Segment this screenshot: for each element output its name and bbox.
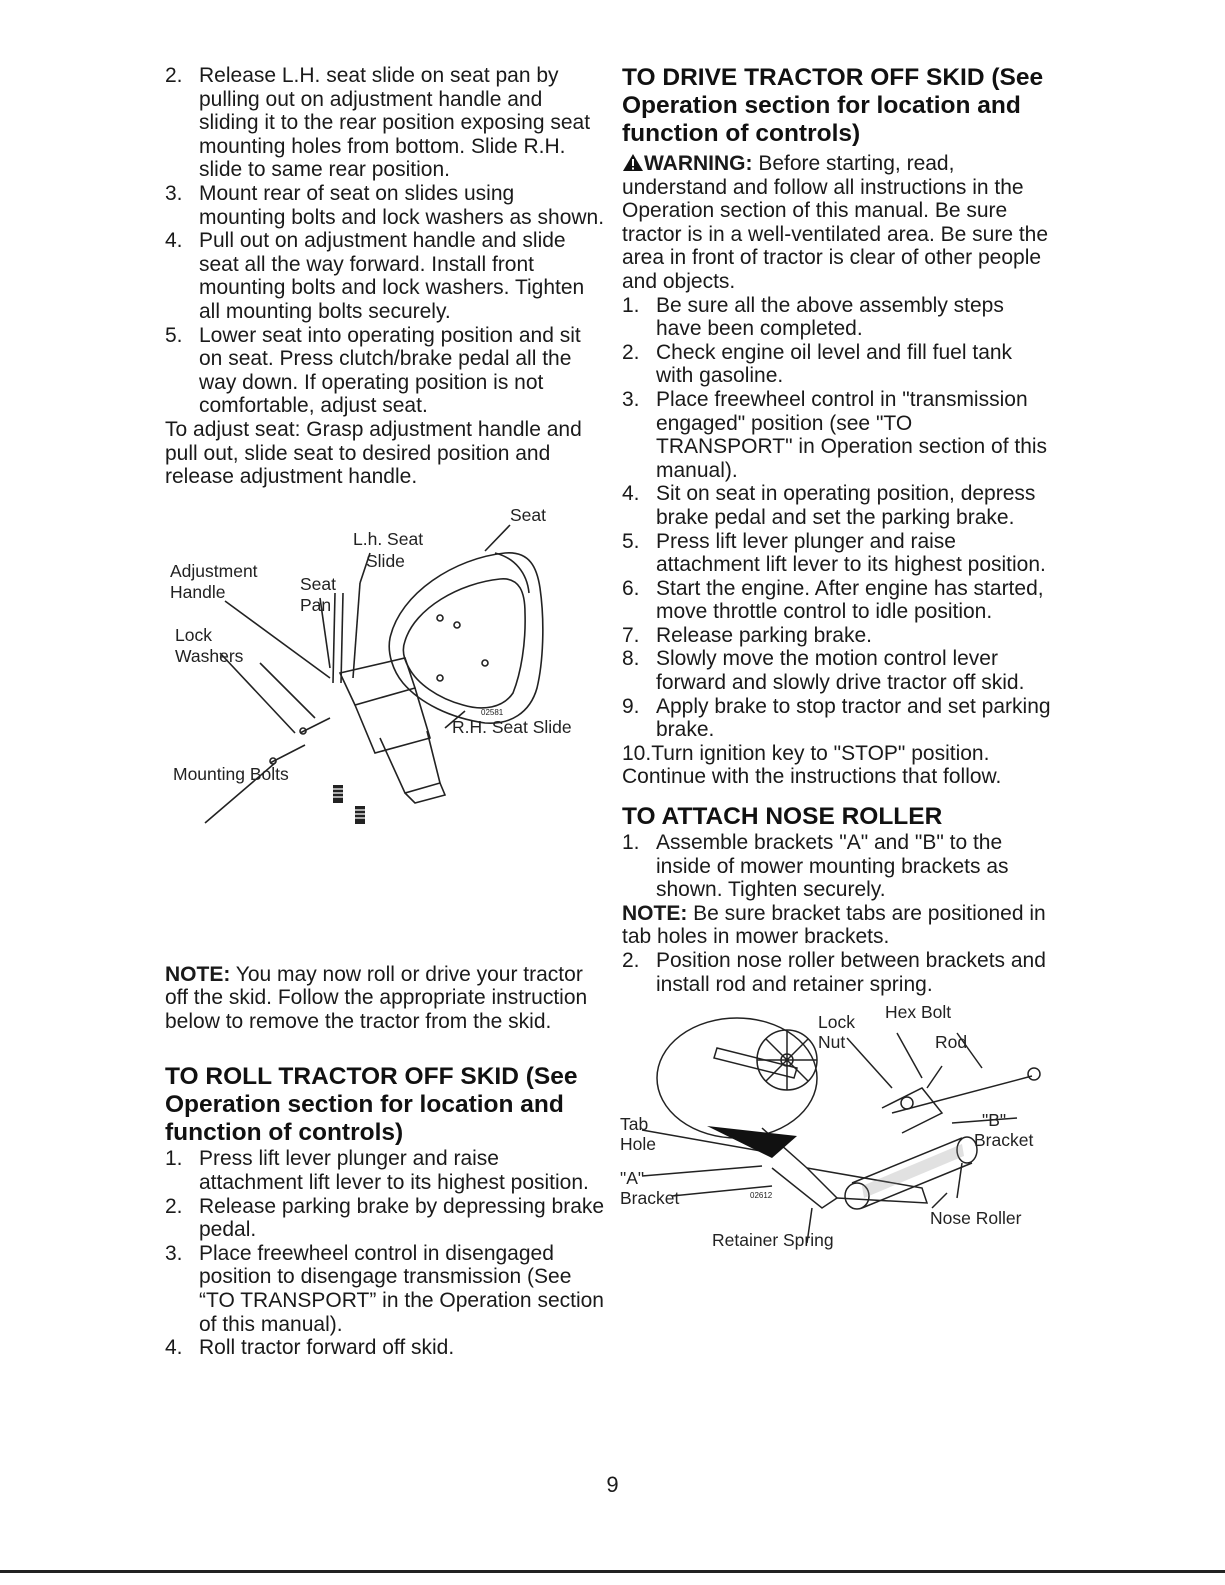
label-slide: Slide [366, 550, 405, 571]
label-figure-code: 02581 [481, 707, 504, 717]
nose-roller-figure [620, 1002, 1052, 1268]
seat-assembly-figure [165, 504, 605, 963]
label-a: "A" [620, 1168, 645, 1189]
label-washers: Washers [175, 645, 244, 666]
list-item: 2. Release L.H. seat slide on seat pan by pulling out on adjustment handle and sliding it to the rear position exposing seat mounting holes from bottom. Slide R.H. slide to same rear position. [165, 64, 591, 182]
label-bracket-b: Bracket [974, 1130, 1034, 1151]
list-item: 5. Lower seat into operating position and sit on seat. Press clutch/brake pedal all the way down. If operating position is not comfortable, adjust seat. [165, 323, 581, 418]
label-nut: Nut [818, 1032, 846, 1053]
note-paragraph: NOTE: You may now roll or drive your tractor off the skid. Follow the appropriate instruction below to remove the tractor from the skid. [165, 962, 588, 1033]
list-item: 1. Be sure all the above assembly steps have been completed. [622, 293, 1004, 341]
seat-steps-list [165, 64, 605, 418]
list-item: 3. Mount rear of seat on slides using mounting bolts and lock washers as shown. [165, 181, 605, 229]
label-lock: Lock [818, 1012, 855, 1033]
label-b: "B" [982, 1110, 1007, 1131]
label-lock: Lock [175, 624, 212, 645]
label-hole: Hole [620, 1134, 656, 1155]
list-item: 2. Position nose roller between brackets and install rod and retainer spring. [622, 949, 1046, 996]
label-seat-pan-1: Seat [300, 573, 336, 594]
label-mounting-bolts: Mounting Bolts [173, 763, 289, 784]
list-item: 2. Check engine oil level and fill fuel tank with gasoline. [622, 340, 1013, 388]
right-column [622, 64, 1052, 1268]
label-tab: Tab [620, 1114, 649, 1135]
nose-note-paragraph: NOTE: Be sure bracket tabs are positioned in tab holes in mower brackets. [622, 901, 1046, 949]
label-figure-code: 02612 [750, 1191, 773, 1201]
label-lh-seat: L.h. Seat [353, 528, 424, 549]
label-bracket-a: Bracket [620, 1188, 680, 1209]
list-item: 4. Sit on seat in operating position, depress brake pedal and set the parking brake. [622, 482, 1036, 529]
list-item: 3. Place freewheel control in disengaged position to disengage transmission (See “TO TRANSPORT” in the Operation section of this manual). [165, 1241, 604, 1336]
left-column [165, 64, 605, 1360]
bottom-rule [0, 1570, 1225, 1573]
label-rod: Rod [935, 1032, 968, 1053]
list-item: 6. Start the engine. After engine has started, move throttle control to idle position. [622, 576, 1044, 624]
nose-steps-list [622, 831, 1052, 902]
list-item: 3. Place freewheel control in "transmission engaged" position (see "TO TRANSPORT" in Operation section of this manual). [622, 387, 1048, 482]
nose-note-label: NOTE: [622, 901, 688, 925]
nose-steps-list-2 [622, 949, 1052, 996]
warning-icon [622, 153, 644, 172]
label-handle: Handle [170, 581, 226, 602]
step-10: 10.Turn ignition key to "STOP" position. [622, 741, 990, 765]
list-item: 1. Press lift lever plunger and raise attachment lift lever to its highest position. [165, 1147, 589, 1195]
list-item: 4. Pull out on adjustment handle and slide seat all the way forward. Install front mounting bolts and lock washers. Tighten all mounting bolts securely. [165, 229, 585, 323]
label-nose-roller: Nose Roller [930, 1208, 1022, 1229]
drive-tractor-heading: TO DRIVE TRACTOR OFF SKID (See Operation section for location and function of controls) [622, 64, 1044, 147]
roll-tractor-heading: TO ROLL TRACTOR OFF SKID (See Operation section for location and function of controls) [165, 1063, 578, 1147]
label-seat: Seat [510, 504, 546, 525]
note-label: NOTE: [165, 962, 231, 986]
roll-steps-list [165, 1147, 605, 1359]
list-item: 9. Apply brake to stop tractor and set parking brake. [622, 694, 1051, 742]
label-retainer-spring: Retainer Spring [712, 1230, 834, 1251]
continue-text: Continue with the instructions that follow. [622, 765, 1002, 789]
warning-paragraph: WARNING: Before starting, read, understand and follow all instructions in the Operation section of this manual. Be sure tractor is in a well-ventilated area. Be sure the area in front of tractor is clear of other people and objects. [622, 152, 1049, 293]
list-item: 8. Slowly move the motion control lever forward and slowly drive tractor off skid. [622, 647, 1025, 695]
nose-roller-heading: TO ATTACH NOSE ROLLER [622, 803, 943, 831]
page-number: 9 [606, 1472, 619, 1497]
list-item: 2. Release parking brake by depressing brake pedal. [165, 1194, 605, 1242]
list-item: 5. Press lift lever plunger and raise attachment lift lever to its highest position. [622, 529, 1046, 577]
label-hex-bolt: Hex Bolt [885, 1002, 952, 1023]
label-rh-seat-slide: R.H. Seat Slide [452, 716, 572, 737]
drive-steps-list [622, 294, 1052, 742]
label-adjustment: Adjustment [170, 560, 258, 581]
adjust-seat-text: To adjust seat: Grasp adjustment handle and pull out, slide seat to desired position and release adjustment handle. [165, 417, 582, 489]
list-item: 4. Roll tractor forward off skid. [165, 1336, 455, 1360]
warning-label: WARNING: [644, 152, 753, 175]
list-item: 1. Assemble brackets "A" and "B" to the inside of mower mounting brackets as shown. Tighten securely. [622, 831, 1009, 902]
label-seat-pan-2: Pan [300, 594, 332, 615]
list-item: 7. Release parking brake. [622, 623, 872, 647]
